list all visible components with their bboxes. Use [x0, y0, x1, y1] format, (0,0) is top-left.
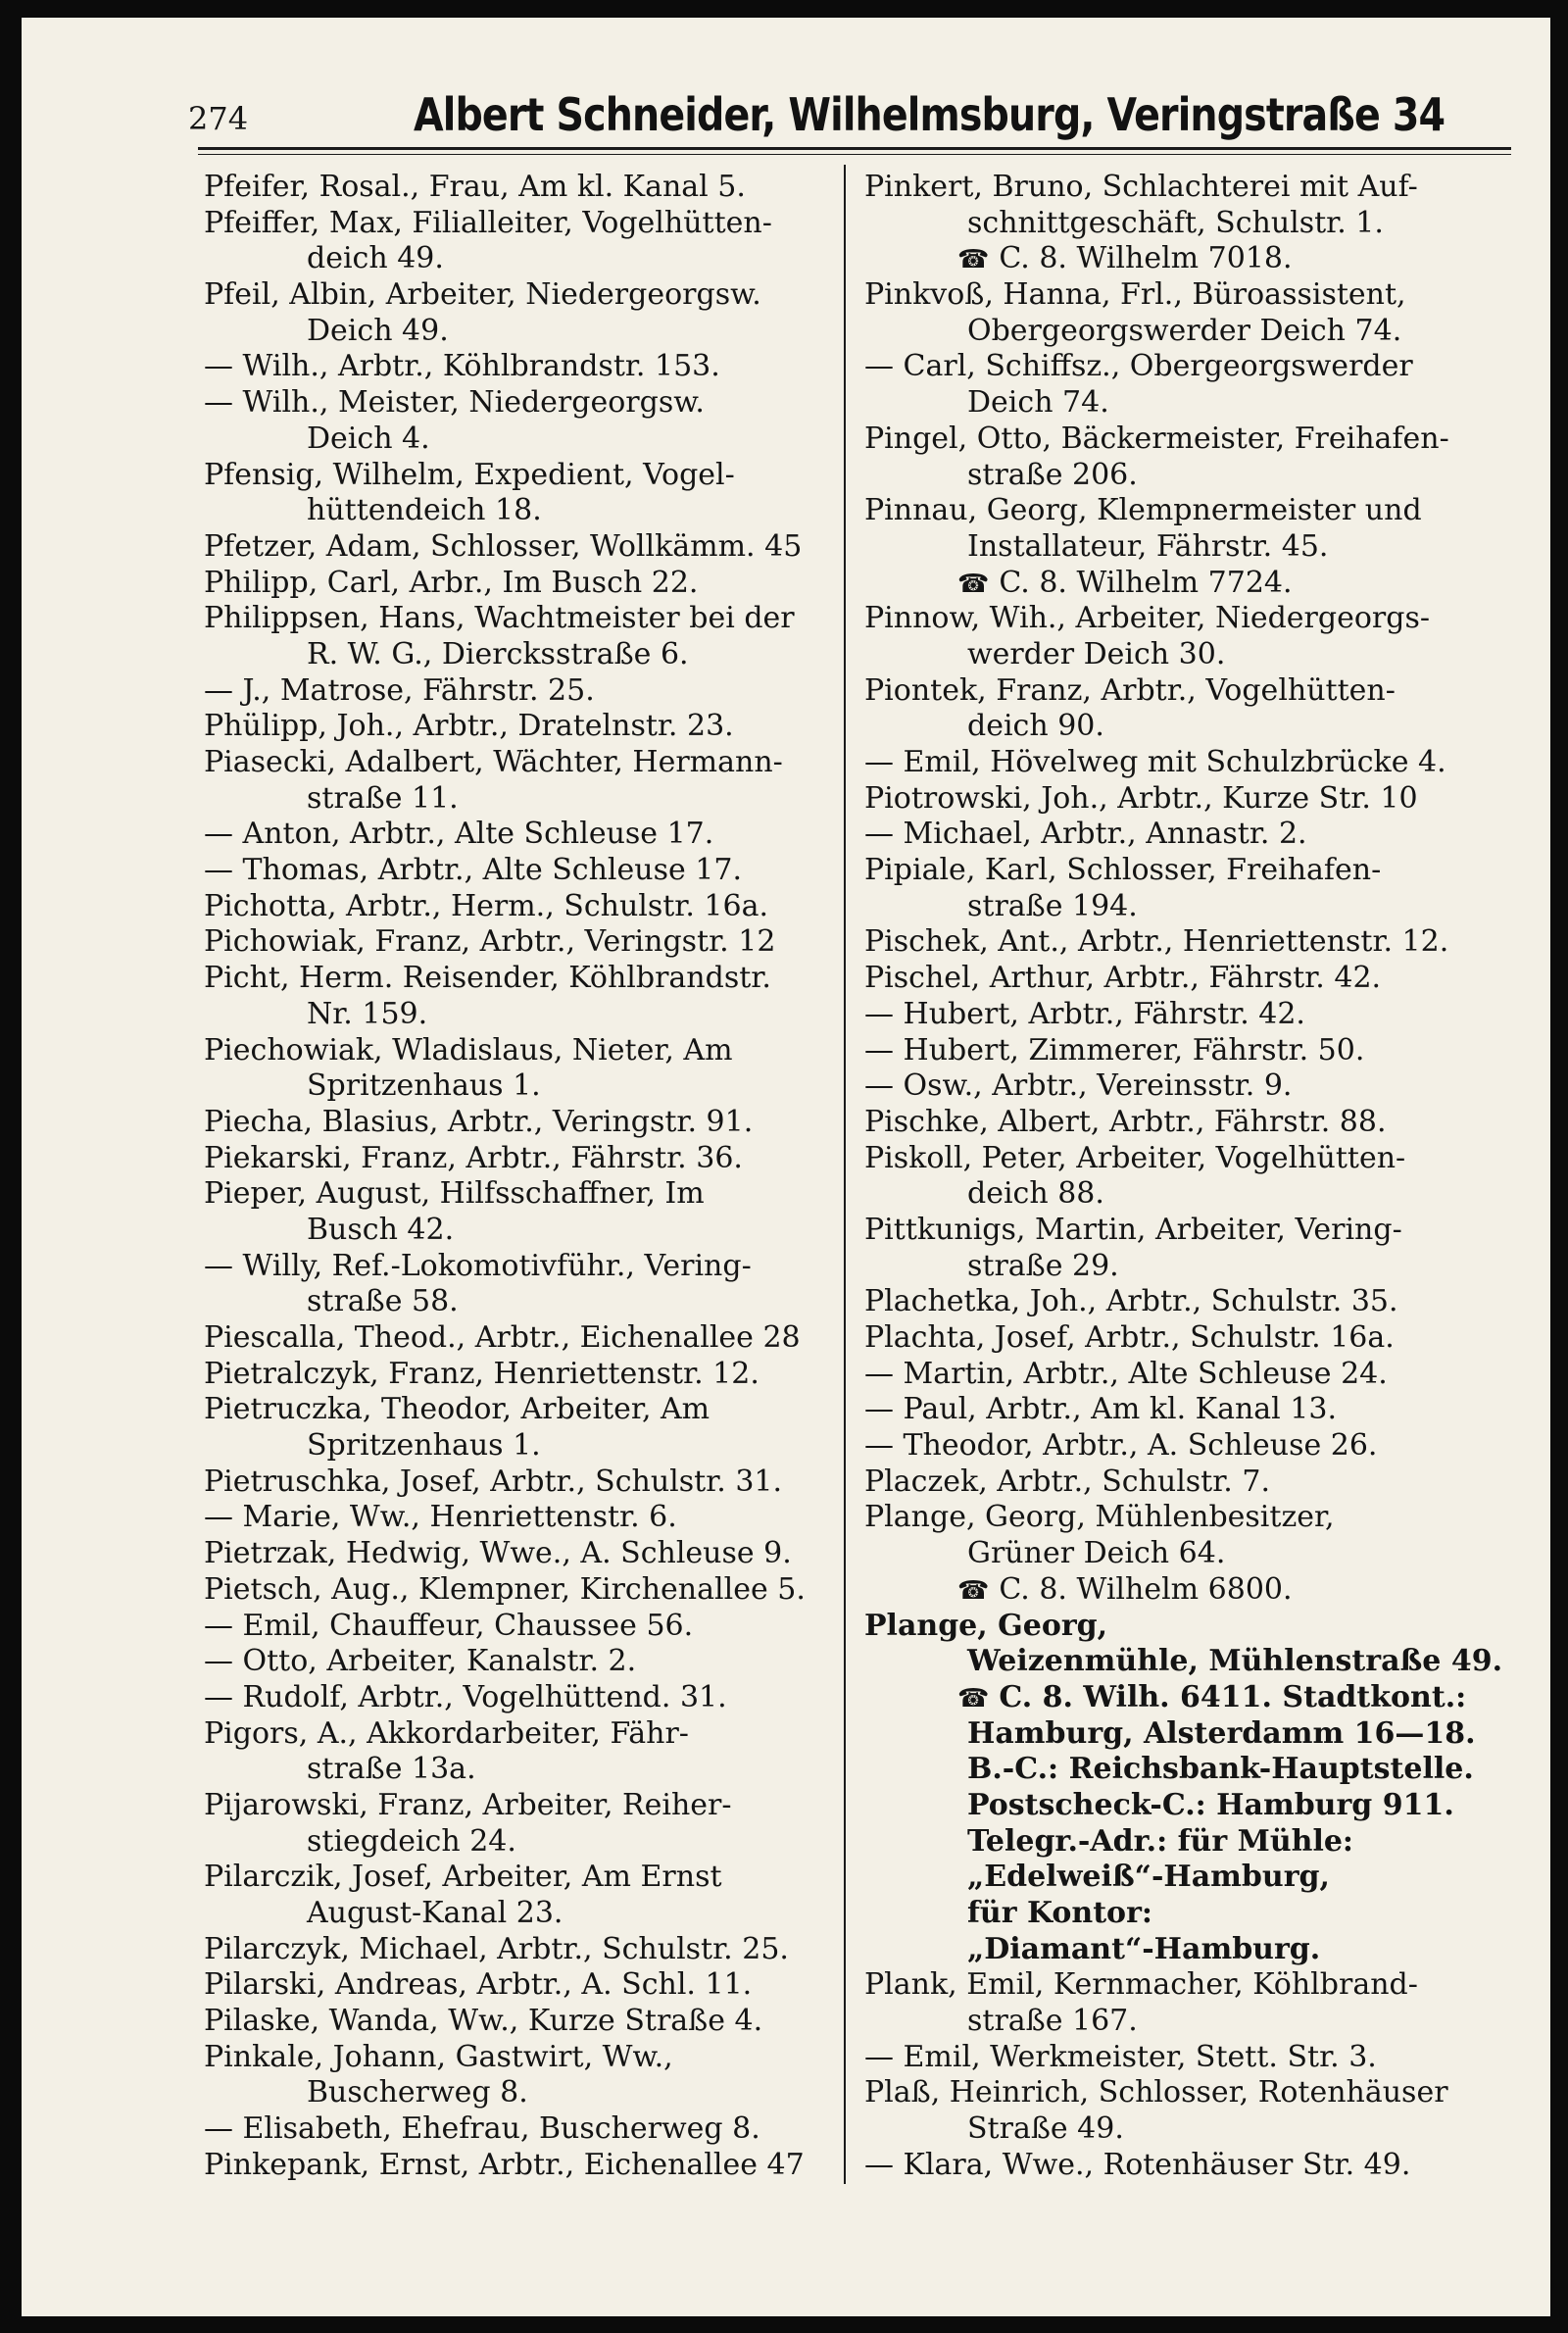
entry-text: — Marie, Ww., Henriettenstr. 6. — [204, 1500, 677, 1535]
entry-text: — Osw., Arbtr., Vereinsstr. 9. — [864, 1068, 1293, 1104]
entry-text: — Martin, Arbtr., Alte Schleuse 24. — [864, 1356, 1388, 1391]
directory-entry — [864, 2040, 1496, 2076]
entry-text: C. 8. Wilhelm 6800. — [999, 1571, 1293, 1607]
entry-continuation-line — [204, 1068, 831, 1105]
entry-text: August-Kanal 23. — [307, 1896, 564, 1930]
directory-entry — [204, 170, 831, 206]
entry-text: — Rudolf, Arbtr., Vogelhüttend. 31. — [204, 1679, 727, 1714]
entry-text: Pietruczka, Theodor, Arbeiter, Am — [204, 1392, 710, 1427]
directory-entry — [864, 1500, 1496, 1536]
entry-text: — Otto, Arbeiter, Kanalstr. 2. — [204, 1644, 637, 1679]
page-number: 274 — [188, 100, 249, 137]
directory-entry — [204, 889, 831, 925]
entry-text: Pietrzak, Hedwig, Wwe., A. Schleuse 9. — [204, 1536, 792, 1571]
entry-text: Deich 4. — [307, 421, 430, 456]
directory-entry — [864, 493, 1496, 529]
entry-text: stiegdeich 24. — [307, 1823, 516, 1859]
entry-text: — Anton, Arbtr., Alte Schleuse 17. — [204, 817, 714, 852]
entry-text: Spritzenhaus 1. — [307, 1428, 541, 1464]
directory-entry — [204, 1609, 831, 1645]
entry-text: Philippsen, Hans, Wachtmeister bei der — [204, 601, 795, 636]
directory-entry — [864, 997, 1496, 1033]
entry-continuation-line — [864, 709, 1496, 745]
entry-text: Pichowiak, Franz, Arbtr., Veringstr. 12 — [204, 924, 776, 960]
directory-entry — [204, 349, 831, 385]
entry-text: Buscherweg 8. — [307, 2075, 528, 2110]
entry-continuation-line — [204, 997, 831, 1033]
entry-text: Pinkale, Johann, Gastwirt, Ww., — [204, 2039, 673, 2074]
right-column — [864, 170, 1503, 2184]
entry-continuation-line — [864, 1644, 1503, 1680]
directory-entry — [204, 277, 831, 314]
entry-continuation-line — [864, 241, 1496, 277]
directory-entry — [204, 1464, 831, 1501]
directory-entry — [864, 673, 1496, 710]
entry-text: Pietralczyk, Franz, Henriettenstr. 12. — [204, 1356, 760, 1391]
directory-entry — [204, 206, 831, 242]
entry-text: Pilarski, Andreas, Arbtr., A. Schl. 11. — [204, 1967, 753, 2003]
entry-text: — Hubert, Zimmerer, Fährstr. 50. — [864, 1032, 1365, 1067]
entry-continuation-line — [204, 314, 831, 350]
telephone-icon: ☎ — [957, 1575, 990, 1606]
entry-text: Plange, Georg, — [864, 1608, 1108, 1643]
entry-continuation-line — [204, 781, 831, 818]
directory-entry — [204, 1680, 831, 1716]
entry-text: Pipiale, Karl, Schlosser, Freihafen- — [864, 853, 1382, 888]
directory-entry — [864, 277, 1496, 314]
directory-entry — [204, 709, 831, 745]
entry-text: Piotrowski, Joh., Arbtr., Kurze Str. 10 — [864, 780, 1418, 816]
entry-continuation-line — [864, 1752, 1496, 1788]
directory-entry — [204, 1536, 831, 1572]
entry-text: deich 49. — [307, 241, 444, 276]
entry-continuation-line — [864, 314, 1496, 350]
entry-text: Pilarczyk, Michael, Arbtr., Schulstr. 25. — [204, 1931, 789, 1966]
entry-continuation-line — [204, 2075, 831, 2111]
entry-text: B.-C.: Reichsbank-Hauptstelle. — [967, 1752, 1474, 1787]
running-header-title: Albert Schneider, Wilhelmsburg, Veringstraße 34 — [414, 88, 1446, 141]
left-column — [204, 170, 831, 2184]
entry-text: Piekarski, Franz, Arbtr., Fährstr. 36. — [204, 1140, 743, 1175]
entry-text: Pichotta, Arbtr., Herm., Schulstr. 16a. — [204, 888, 769, 923]
entry-text: Piescalla, Theod., Arbtr., Eichenallee 28 — [204, 1320, 801, 1355]
entry-continuation-line — [864, 1896, 1496, 1932]
directory-entry — [204, 385, 831, 422]
entry-continuation-line — [864, 1860, 1496, 1896]
entry-text: Telegr.-Adr.: für Mühle: — [967, 1823, 1353, 1859]
entry-text: Installateur, Fährstr. 45. — [967, 528, 1329, 564]
directory-entry — [864, 1464, 1496, 1501]
entry-text: Piasecki, Adalbert, Wächter, Hermann- — [204, 745, 783, 779]
directory-entry — [864, 422, 1496, 458]
directory-entry — [864, 924, 1496, 961]
entry-continuation-line — [204, 1213, 831, 1249]
directory-entry — [204, 853, 831, 889]
directory-entry — [204, 1249, 831, 1285]
entry-text: Picht, Herm. Reisender, Köhlbrandstr. — [204, 961, 771, 996]
directory-entry — [864, 961, 1496, 997]
entry-text: — Emil, Hövelweg mit Schulzbrücke 4. — [864, 745, 1446, 779]
directory-entry — [204, 1320, 831, 1357]
entry-text: Plank, Emil, Kernmacher, Köhlbrand- — [864, 1967, 1418, 2003]
directory-entry — [204, 2148, 831, 2184]
entry-continuation-line — [864, 458, 1496, 494]
directory-entry — [864, 1428, 1496, 1464]
entry-text: straße 11. — [307, 780, 459, 816]
entry-continuation-line — [864, 1572, 1496, 1609]
directory-entry — [204, 1860, 831, 1896]
directory-entry — [204, 1932, 831, 1968]
header-rule-thin — [198, 154, 1511, 155]
directory-entry — [204, 745, 831, 781]
entry-text: Straße 49. — [967, 2111, 1124, 2147]
entry-text: — Carl, Schiffsz., Obergeorgswerder — [864, 349, 1413, 384]
entry-text: — Hubert, Arbtr., Fährstr. 42. — [864, 996, 1305, 1031]
entry-text: Grüner Deich 64. — [967, 1536, 1226, 1571]
directory-entry — [864, 1033, 1496, 1069]
directory-entry — [204, 1644, 831, 1680]
entry-continuation-line — [204, 1428, 831, 1464]
entry-continuation-line — [204, 1284, 831, 1320]
entry-text: Pinkvoß, Hanna, Frl., Büroassistent, — [864, 277, 1406, 313]
directory-entry — [204, 1500, 831, 1536]
entry-text: — Theodor, Arbtr., A. Schleuse 26. — [864, 1428, 1378, 1464]
entry-text: Plachetka, Joh., Arbtr., Schulstr. 35. — [864, 1284, 1398, 1319]
entry-text: „Diamant“-Hamburg. — [967, 1931, 1321, 1966]
directory-entry — [204, 1716, 831, 1753]
directory-entry — [204, 1105, 831, 1141]
entry-continuation-line — [204, 241, 831, 277]
entry-text: schnittgeschäft, Schulstr. 1. — [967, 205, 1384, 240]
entry-text: — Emil, Chauffeur, Chaussee 56. — [204, 1608, 694, 1643]
directory-entry — [204, 961, 831, 997]
directory-entry — [864, 1609, 1496, 1645]
entry-continuation-line — [864, 206, 1496, 242]
entry-continuation-line — [864, 2111, 1496, 2148]
directory-entry — [864, 817, 1496, 853]
entry-text: straße 194. — [967, 888, 1138, 923]
entry-text: Phülipp, Joh., Arbtr., Dratelnstr. 23. — [204, 709, 734, 744]
entry-text: Obergeorgswerder Deich 74. — [967, 313, 1402, 348]
entry-continuation-line — [864, 1788, 1496, 1824]
directory-entry — [204, 1033, 831, 1069]
directory-entry — [204, 1572, 831, 1609]
entry-text: Postscheck-C.: Hamburg 911. — [967, 1787, 1454, 1822]
entry-text: Pischke, Albert, Arbtr., Fährstr. 88. — [864, 1104, 1387, 1139]
entry-continuation-line — [204, 1824, 831, 1861]
entry-text: — Paul, Arbtr., Am kl. Kanal 13. — [864, 1392, 1338, 1427]
entry-text: werder Deich 30. — [967, 636, 1226, 671]
entry-continuation-line — [864, 2004, 1496, 2040]
entry-text: Pittkunigs, Martin, Arbeiter, Vering- — [864, 1212, 1402, 1247]
entry-continuation-line — [864, 889, 1496, 925]
directory-entry — [864, 1320, 1496, 1357]
directory-entry — [204, 529, 831, 566]
entry-text: Busch 42. — [307, 1212, 455, 1247]
directory-entry — [204, 1967, 831, 2004]
directory-entry — [204, 1176, 831, 1213]
entry-text: Piecha, Blasius, Arbtr., Veringstr. 91. — [204, 1104, 754, 1139]
entry-continuation-line — [864, 1680, 1496, 1716]
entry-text: Plange, Georg, Mühlenbesitzer, — [864, 1500, 1335, 1535]
entry-continuation-line — [864, 1716, 1496, 1753]
directory-entry — [864, 349, 1496, 385]
directory-entry — [864, 1068, 1496, 1105]
entry-text: straße 13a. — [307, 1752, 476, 1787]
directory-entry — [864, 1141, 1496, 1177]
directory-entry — [204, 2040, 831, 2076]
directory-entry — [864, 2148, 1496, 2184]
directory-entry — [204, 566, 831, 602]
entry-text: Pfensig, Wilhelm, Expedient, Vogel- — [204, 457, 735, 492]
directory-entry — [204, 673, 831, 710]
entry-text: — Klara, Wwe., Rotenhäuser Str. 49. — [864, 2147, 1411, 2182]
entry-text: straße 206. — [967, 457, 1138, 492]
entry-text: Piskoll, Peter, Arbeiter, Vogelhütten- — [864, 1140, 1406, 1175]
entry-text: Pischek, Ant., Arbtr., Henriettenstr. 12. — [864, 924, 1449, 960]
column-divider — [844, 165, 846, 2184]
entry-text: — Thomas, Arbtr., Alte Schleuse 17. — [204, 853, 742, 888]
entry-text: Placzek, Arbtr., Schulstr. 7. — [864, 1464, 1270, 1499]
directory-entry — [864, 170, 1496, 206]
entry-text: — Emil, Werkmeister, Stett. Str. 3. — [864, 2039, 1377, 2074]
entry-continuation-line — [204, 422, 831, 458]
entry-text: Pfetzer, Adam, Schlosser, Wollkämm. 45 — [204, 528, 803, 564]
entry-text: — Elisabeth, Ehefrau, Buscherweg 8. — [204, 2111, 760, 2147]
entry-text: — Willy, Ref.-Lokomotivführ., Vering- — [204, 1248, 752, 1283]
entry-continuation-line — [864, 385, 1496, 422]
entry-text: Weizenmühle, Mühlenstraße 49. — [967, 1644, 1503, 1679]
directory-entry — [864, 1392, 1496, 1428]
entry-continuation-line — [864, 1249, 1496, 1285]
entry-text: — Wilh., Arbtr., Köhlbrandstr. 153. — [204, 349, 720, 384]
entry-continuation-line — [864, 1176, 1496, 1213]
entry-text: Pischel, Arthur, Arbtr., Fährstr. 42. — [864, 961, 1382, 996]
entry-continuation-line — [204, 493, 831, 529]
entry-text: „Edelweiß“-Hamburg, — [967, 1860, 1330, 1895]
entry-text: Pieper, August, Hilfsschaffner, Im — [204, 1176, 705, 1212]
directory-entry — [864, 601, 1496, 637]
entry-text: Pinkepank, Ernst, Arbtr., Eichenallee 47 — [204, 2147, 805, 2182]
entry-text: C. 8. Wilh. 6411. Stadtkont.: — [999, 1679, 1467, 1714]
directory-entry — [864, 2075, 1496, 2111]
entry-continuation-line — [204, 1752, 831, 1788]
entry-continuation-line — [864, 529, 1496, 566]
directory-entry — [204, 2004, 831, 2040]
entry-text: C. 8. Wilhelm 7724. — [999, 565, 1293, 600]
entry-continuation-line — [864, 637, 1496, 673]
directory-entry — [864, 853, 1496, 889]
directory-entry — [204, 2111, 831, 2148]
entry-text: deich 88. — [967, 1176, 1104, 1212]
directory-entry — [864, 1357, 1496, 1393]
entry-text: straße 167. — [967, 2004, 1138, 2039]
entry-text: Pietruschka, Josef, Arbtr., Schulstr. 31. — [204, 1464, 783, 1499]
entry-text: Pingel, Otto, Bäckermeister, Freihafen- — [864, 421, 1449, 456]
entry-text: Pilaske, Wanda, Ww., Kurze Straße 4. — [204, 2004, 763, 2039]
directory-entry — [204, 1357, 831, 1393]
entry-continuation-line — [204, 637, 831, 673]
entry-text: straße 29. — [967, 1248, 1119, 1283]
entry-text: straße 58. — [307, 1284, 459, 1319]
entry-text: hüttendeich 18. — [307, 493, 542, 528]
directory-entry — [204, 817, 831, 853]
directory-entry — [864, 745, 1496, 781]
directory-entry — [204, 1788, 831, 1824]
entry-continuation-line — [864, 1824, 1496, 1861]
directory-entry — [864, 1213, 1496, 1249]
entry-text: Philipp, Carl, Arbr., Im Busch 22. — [204, 565, 699, 600]
entry-continuation-line — [204, 1896, 831, 1932]
directory-entry — [204, 1392, 831, 1428]
entry-text: Pinnow, Wih., Arbeiter, Niedergeorgs- — [864, 601, 1430, 636]
directory-entry — [204, 1141, 831, 1177]
directory-entry — [864, 1105, 1496, 1141]
entry-text: für Kontor: — [967, 1896, 1152, 1930]
directory-entry — [204, 924, 831, 961]
entry-text: Deich 74. — [967, 385, 1109, 421]
telephone-icon: ☎ — [957, 569, 990, 599]
telephone-icon: ☎ — [957, 1683, 990, 1713]
entry-text: C. 8. Wilhelm 7018. — [999, 241, 1293, 276]
entry-text: Deich 49. — [307, 313, 449, 348]
telephone-icon: ☎ — [957, 245, 990, 275]
entry-text: Pfeil, Albin, Arbeiter, Niedergeorgsw. — [204, 277, 761, 313]
directory-entry — [204, 458, 831, 494]
entry-text: Pfeifer, Rosal., Frau, Am kl. Kanal 5. — [204, 170, 746, 204]
entry-text: Pietsch, Aug., Klempner, Kirchenallee 5. — [204, 1571, 806, 1607]
header-rule — [198, 147, 1511, 150]
entry-text: Pinnau, Georg, Klempnermeister und — [864, 493, 1422, 528]
entry-text: Plaß, Heinrich, Schlosser, Rotenhäuser — [864, 2075, 1448, 2110]
directory-entry — [864, 1967, 1496, 2004]
entry-continuation-line — [864, 566, 1496, 602]
directory-entry — [864, 1284, 1496, 1320]
entry-text: Pijarowski, Franz, Arbeiter, Reiher- — [204, 1787, 732, 1822]
entry-text: Plachta, Josef, Arbtr., Schulstr. 16a. — [864, 1320, 1395, 1355]
entry-text: Pfeiffer, Max, Filialleiter, Vogelhütten- — [204, 205, 772, 240]
entry-text: — J., Matrose, Fährstr. 25. — [204, 672, 595, 708]
entry-continuation-line — [864, 1932, 1496, 1968]
entry-text: — Wilh., Meister, Niedergeorgsw. — [204, 385, 705, 421]
entry-text: deich 90. — [967, 709, 1104, 744]
entry-text: Pilarczik, Josef, Arbeiter, Am Ernst — [204, 1860, 722, 1895]
entry-text: R. W. G., Diercksstraße 6. — [307, 636, 689, 671]
page-header — [22, 86, 1550, 165]
entry-text: Piechowiak, Wladislaus, Nieter, Am — [204, 1032, 733, 1067]
directory-page — [22, 18, 1550, 2316]
entry-text: Piontek, Franz, Arbtr., Vogelhütten- — [864, 672, 1396, 708]
entry-continuation-line — [864, 1536, 1496, 1572]
entry-text: Pinkert, Bruno, Schlachterei mit Auf- — [864, 170, 1418, 204]
entry-text: Pigors, A., Akkordarbeiter, Fähr- — [204, 1715, 689, 1751]
entry-text: Nr. 159. — [307, 996, 428, 1031]
directory-entry — [204, 601, 831, 637]
entry-text: Hamburg, Alsterdamm 16—18. — [967, 1715, 1476, 1751]
directory-entry — [864, 781, 1496, 818]
entry-text: — Michael, Arbtr., Annastr. 2. — [864, 817, 1307, 852]
entry-text: Spritzenhaus 1. — [307, 1068, 541, 1104]
